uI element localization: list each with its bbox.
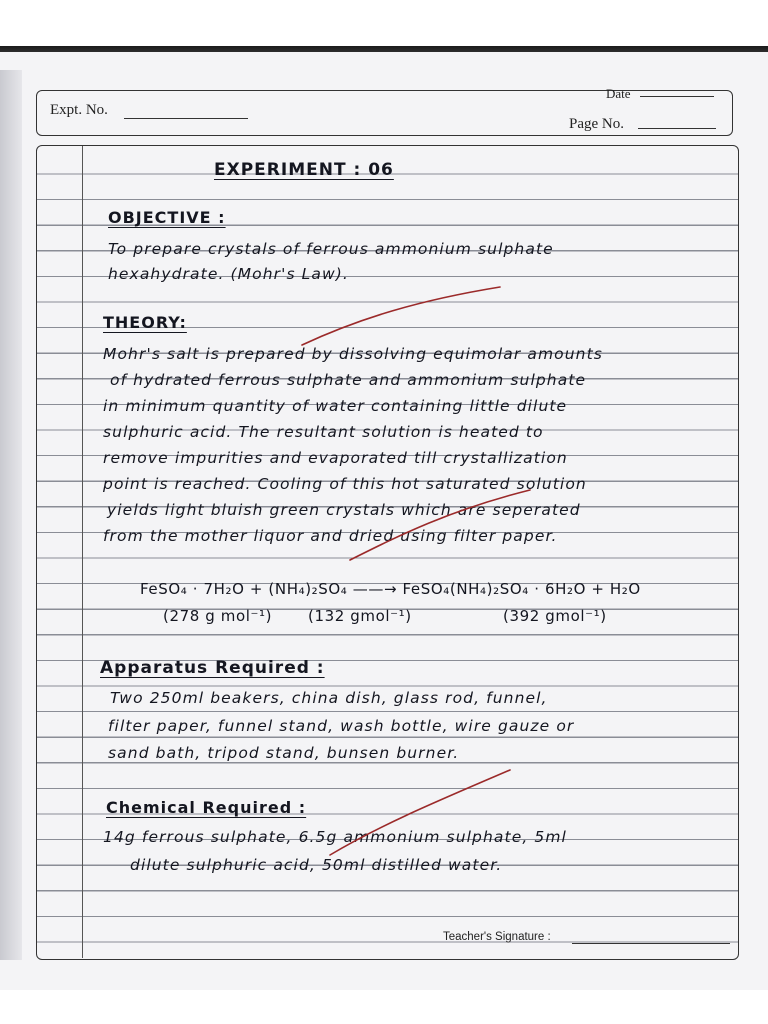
teacher-signature-label: Teacher's Signature : bbox=[443, 931, 551, 943]
chemicals-line-2: dilute sulphuric acid, 50ml distilled water. bbox=[130, 856, 503, 874]
reaction-equation: FeSO₄ · 7H₂O + (NH₄)₂SO₄ ——→ FeSO₄(NH₄)₂SO₄ · 6H₂O + H₂O bbox=[140, 580, 641, 598]
theory-line-3: in minimum quantity of water containing little dilute bbox=[103, 397, 568, 415]
apparatus-heading: Apparatus Required : bbox=[100, 658, 325, 678]
chemicals-heading: Chemical Required : bbox=[106, 798, 307, 817]
apparatus-line-3: sand bath, tripod stand, bunsen burner. bbox=[108, 744, 460, 762]
experiment-title: EXPERIMENT : 06 bbox=[214, 160, 394, 180]
theory-line-1: Mohr's salt is prepared by dissolving equimolar amounts bbox=[103, 345, 603, 363]
objective-line-1: To prepare crystals of ferrous ammonium sulphate bbox=[108, 240, 554, 258]
apparatus-line-1: Two 250ml beakers, china dish, glass rod, funnel, bbox=[110, 689, 548, 707]
date-field-line bbox=[640, 96, 714, 97]
theory-line-4: sulphuric acid. The resultant solution is heated to bbox=[103, 423, 544, 441]
theory-line-6: point is reached. Cooling of this hot saturated solution bbox=[103, 475, 587, 493]
theory-line-2: of hydrated ferrous sulphate and ammonium sulphate bbox=[110, 371, 587, 389]
expt-no-label: Expt. No. bbox=[50, 102, 108, 118]
objective-heading: OBJECTIVE : bbox=[108, 208, 226, 227]
theory-line-7: yields light bluish green crystals which are seperated bbox=[107, 501, 581, 519]
expt-no-field-line bbox=[124, 118, 248, 119]
date-label: Date bbox=[606, 86, 631, 101]
background-top bbox=[0, 0, 768, 50]
apparatus-line-2: filter paper, funnel stand, wash bottle, wire gauze or bbox=[108, 717, 575, 735]
teacher-signature-line bbox=[572, 943, 730, 944]
theory-line-8: from the mother liquor and dried using filter paper. bbox=[103, 527, 558, 545]
molar-mass-reactant-2: (132 gmol⁻¹) bbox=[308, 607, 412, 625]
molar-mass-product: (392 gmol⁻¹) bbox=[503, 607, 607, 625]
page-no-field-line bbox=[638, 128, 716, 129]
margin-line bbox=[82, 146, 83, 958]
objective-line-2: hexahydrate. (Mohr's Law). bbox=[108, 265, 349, 283]
theory-line-5: remove impurities and evaporated till crystallization bbox=[103, 449, 568, 467]
chemicals-line-1: 14g ferrous sulphate, 6.5g ammonium sulphate, 5ml bbox=[103, 828, 567, 846]
background-bottom bbox=[0, 990, 768, 1024]
molar-mass-reactant-1: (278 g mol⁻¹) bbox=[163, 607, 273, 625]
page-no-label: Page No. bbox=[569, 116, 624, 132]
theory-heading: THEORY: bbox=[103, 313, 187, 332]
page-binding-edge bbox=[0, 70, 22, 960]
